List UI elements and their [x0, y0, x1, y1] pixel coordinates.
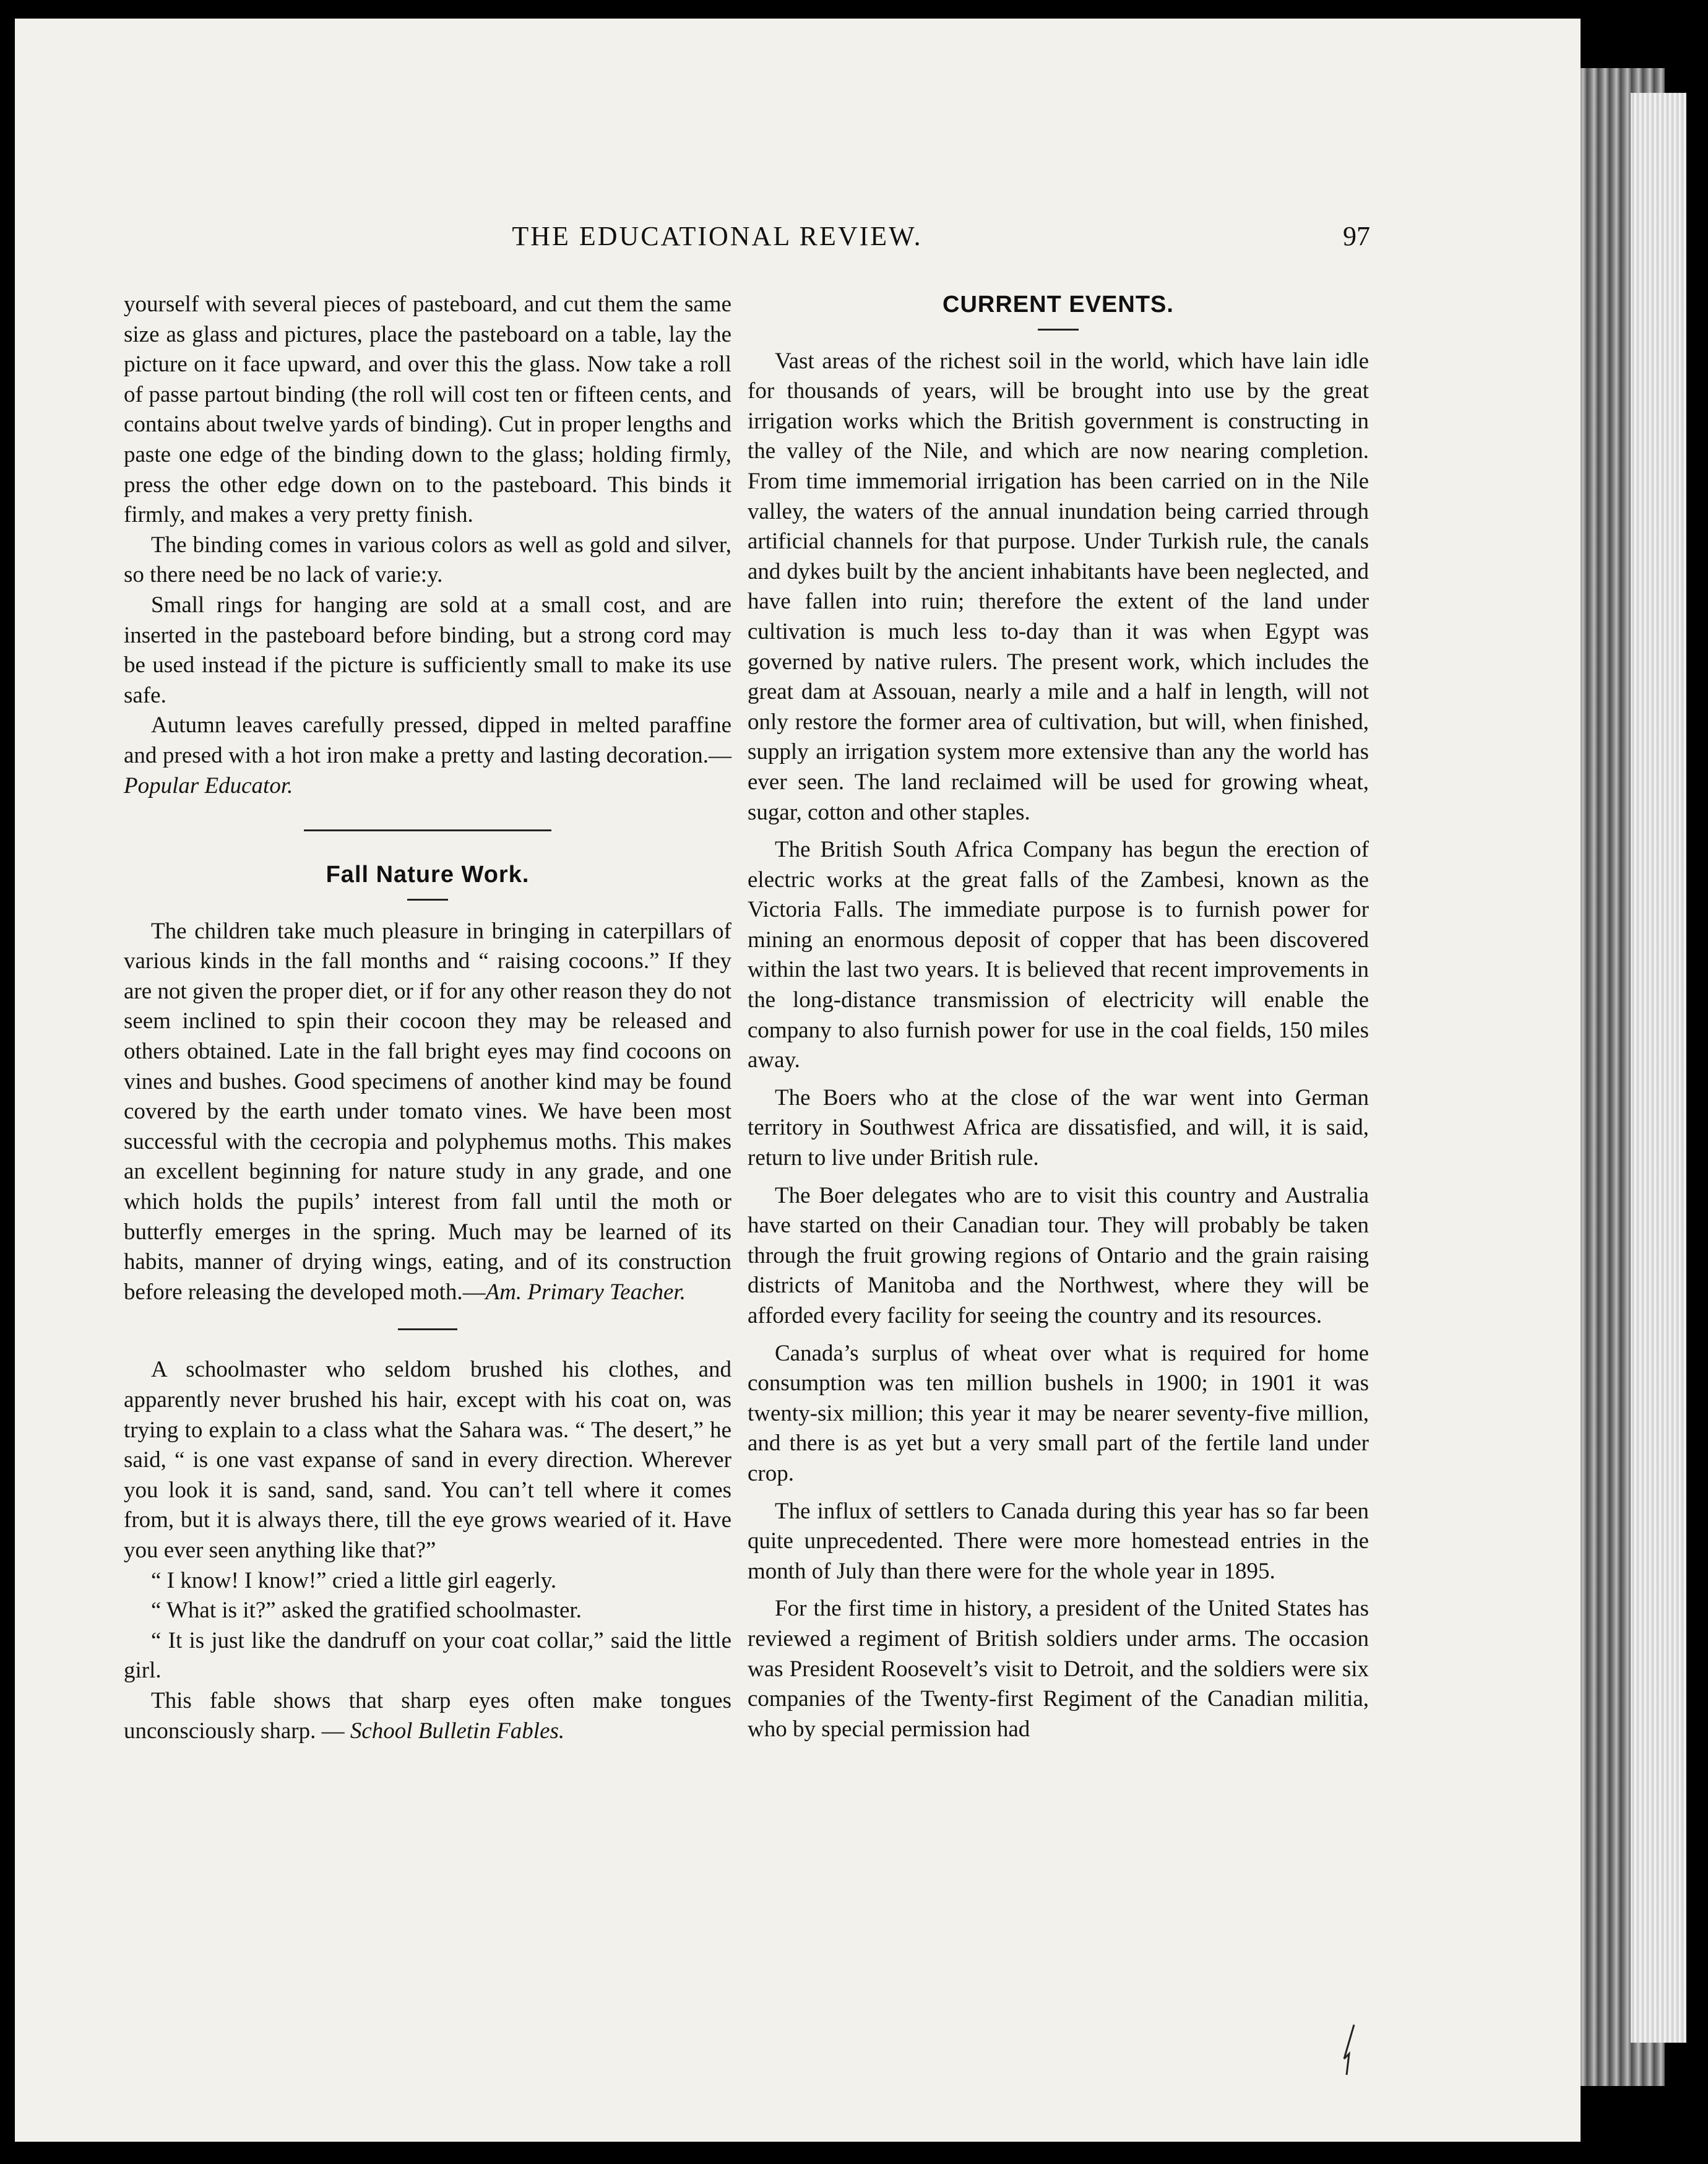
paragraph: This fable shows that sharp eyes often make tongues unconsciously sharp. — School Bulletin Fables.: [124, 1687, 731, 1744]
paragraph: The Boers who at the close of the war went into German territory in Southwest Africa are dissatisfied, and will, it is said, return to live under British rule.: [748, 1084, 1369, 1171]
left-column: [124, 290, 731, 1746]
paragraph: Small rings for hanging are sold at a small cost, and are inserted in the pasteboard before binding, but a strong cord may be used instead if the picture is sufficiently small to make its use safe.: [124, 592, 731, 708]
running-head: [64, 220, 1370, 270]
paragraph: For the first time in history, a president of the United States has reviewed a regiment of British soldiers under arms. The occasion was President Roosevelt’s visit to Detroit, and the soldiers were six companies of the Twenty-first Regiment of the Canadian militia, who by special permission had: [748, 1596, 1369, 1742]
scanned-page: [15, 19, 1581, 2142]
section-heading: Fall Nature Work.: [326, 862, 530, 888]
heading-dash: [407, 899, 448, 901]
paragraph: The children take much pleasure in bringing in caterpillars of various kinds in the fall months and “ raising cocoons.” If they are not given the proper diet, or if for any other reason they do not seem inclined to spin their cocoon they may be released and others obtained. Late in the fall bright eyes may find cocoons on vines and bushes. Good specimens of another kind may be found covered by the earth under tomato vines. We have been most successful with the cecropia and polyphemus moths. This makes an excellent beginning for nature study in any grade, and one which holds the pupils’ interest from fall until the moth or butterfly emerges in the spring. Much may be learned of its habits, manner of drying wings, eating, and of its construction before releasing the developed moth.—Am. Primary Teacher.: [124, 918, 731, 1305]
paragraph: Autumn leaves carefully pressed, dipped in melted paraffine and presed with a hot iron make a pretty and lasting decoration.—Popular Educator.: [124, 712, 731, 799]
paragraph: yourself with several pieces of pasteboard, and cut them the same size as glass and pictures, place the pasteboard on a table, lay the picture on it face upward, and over this the glass. Now take a roll of passe partout binding (the roll will cost ten or fifteen cents, and contains about twelve yards of binding). Cut in proper lengths and paste one edge of the binding down to the glass; holding firmly, press the other edge down on to the pasteboard. This binds it firmly, and makes a very pretty finish.: [124, 292, 731, 528]
heading-dash: [1038, 329, 1079, 331]
source-credit: Popular Educator.: [124, 773, 293, 799]
page-number: 97: [1343, 221, 1370, 251]
journal-title: THE EDUCATIONAL REVIEW.: [512, 221, 923, 251]
section-divider: [304, 829, 551, 831]
paragraph: The Boer delegates who are to visit this country and Australia have started on their Canadian tour. They will probably be taken through the fruit growing regions of Ontario and the grain raising districts of Manitoba and the Northwest, where they will be afforded every facility for seeing the country and its resources.: [748, 1182, 1369, 1328]
paragraph: The binding comes in various colors as well as gold and silver, so there need be no lack of varie:y.: [124, 532, 731, 588]
paragraph: “ I know! I know!” cried a little girl eagerly.: [151, 1567, 557, 1593]
section-heading: CURRENT EVENTS.: [942, 292, 1174, 318]
paragraph: Canada’s surplus of wheat over what is required for home consumption was ten million bushels in 1900; in 1901 it was twenty-six million; this year it may be nearer seventy-five million, and there is as yet but a very small part of the fertile land under crop.: [748, 1340, 1369, 1486]
pencil-mark-icon: [1335, 2022, 1360, 2077]
paragraph: The influx of settlers to Canada during this year has so far been quite unprecedented. There were more homestead entries in the month of July than there were for the whole year in 1895.: [748, 1498, 1369, 1584]
paragraph: “ What is it?” asked the gratified schoolmaster.: [151, 1598, 582, 1624]
source-credit: Am. Primary Teacher.: [485, 1279, 686, 1305]
source-credit: School Bulletin Fables.: [350, 1718, 565, 1744]
page-edge-paper: [1631, 93, 1686, 2043]
paragraph: Vast areas of the richest soil in the world, which have lain idle for thousands of years, will be brought into use by the great irrigation works which the British government is constructing in the valley of the Nile, and which are now nearing completion. From time immemorial irrigation has been carried on in the Nile valley, the waters of the annual inundation being carried through artificial channels for that purpose. Under Turkish rule, the canals and dykes built by the ancient inhabitants have been neglected, and have fallen into ruin; therefore the extent of the land under cultivation is much less to-day than it was when Egypt was governed by native rulers. The present work, which includes the great dam at Assouan, nearly a mile and a half in length, will not only restore the former area of cultivation, but will, when finished, supply an irrigation system more extensive than any the world has ever seen. The land reclaimed will be used for growing wheat, sugar, cotton and other staples.: [748, 348, 1369, 825]
paragraph: The British South Africa Company has begun the erection of electric works at the great falls of the Zambesi, known as the Victoria Falls. The immediate purpose is to furnish power for mining an enormous deposit of copper that has been discovered within the last two years. It is believed that recent improvements in the long-distance transmission of electricity will enable the company to also furnish power for use in the coal fields, 150 miles away.: [748, 837, 1369, 1073]
right-column: [748, 290, 1369, 1744]
paragraph: “ It is just like the dandruff on your coat collar,” said the little girl.: [124, 1627, 731, 1684]
section-divider: [398, 1328, 457, 1330]
paragraph: A schoolmaster who seldom brushed his clothes, and apparently never brushed his hair, except with his coat on, was trying to explain to a class what the Sahara was. “ The desert,” he said, “ is one vast expanse of sand in every direction. Wherever you look it is sand, sand, sand. You can’t tell where it comes from, but it is always there, till the eye grows wearied of it. Have you ever seen anything like that?”: [124, 1357, 731, 1563]
